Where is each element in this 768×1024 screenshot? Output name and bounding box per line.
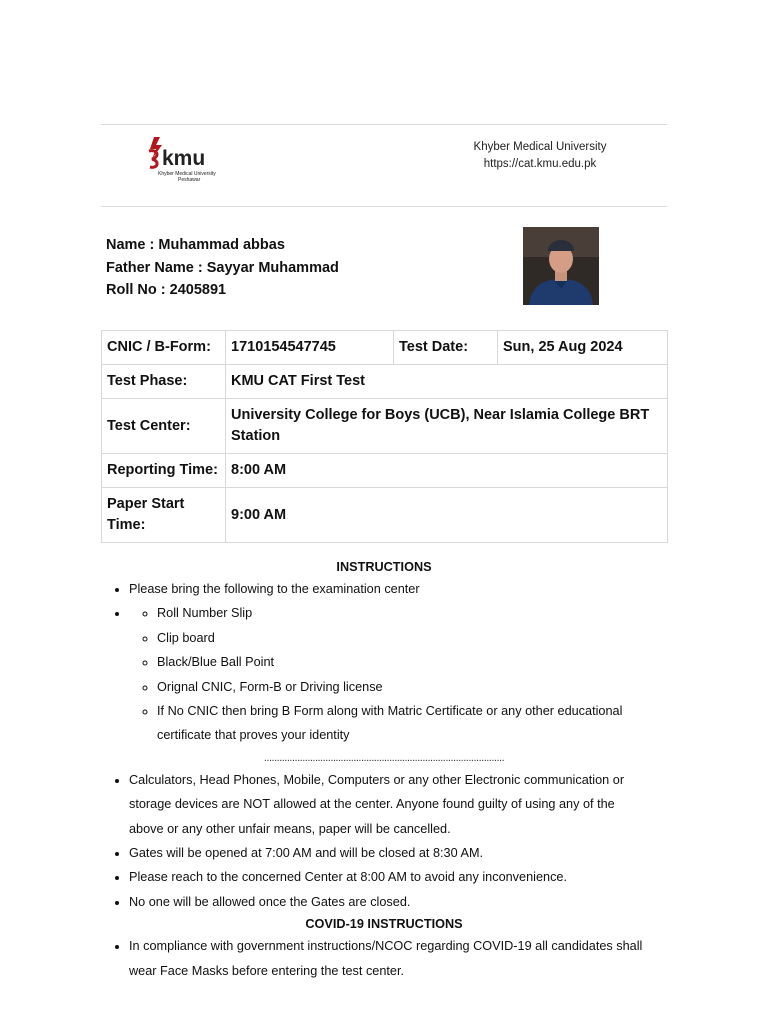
candidate-photo [523, 227, 599, 305]
candidate-name: Name : Muhammad abbas [106, 237, 285, 253]
list-item: • No one will be allowed once the Gates are closed. [129, 890, 647, 914]
paper-start-label: Paper Start Time: [102, 488, 226, 543]
bring-item: ◦ Black/Blue Ball Point [157, 650, 667, 674]
test-phase-label: Test Phase: [102, 365, 226, 399]
instructions-list [101, 577, 667, 748]
candidate-roll-number: Roll No : 2405891 [106, 282, 227, 298]
logo-subtext: Khyber Medical University [158, 171, 216, 177]
instructions-heading: INSTRUCTIONS [336, 560, 432, 574]
table-row [102, 331, 668, 365]
university-url[interactable]: https://cat.kmu.edu.pk [483, 158, 597, 170]
list-item: • Please reach to the concerned Center at 8:00 AM to avoid any inconvenience. [129, 865, 647, 889]
instructions-section [101, 557, 667, 983]
list-item: • Calculators, Head Phones, Mobile, Computers or any other Electronic communication or storage devices are NOT allowed at the center. Anyone found guilty of using any of the above or any other unfair means, paper will be cancelled. [129, 768, 647, 841]
list-item: • In compliance with government instructions/NCOC regarding COVID-19 all candidates shall wear Face Masks before entering the test center. [129, 934, 647, 983]
logo-city: Peshawar [178, 177, 201, 183]
table-row [102, 365, 668, 399]
reporting-time-label: Reporting Time: [102, 454, 226, 488]
top-divider [101, 124, 667, 125]
list-item: • Please bring the following to the examination center [129, 577, 667, 601]
cnic-value: 1710154547745 [226, 331, 394, 365]
separator: .............................................................................................. [263, 751, 505, 764]
bring-item: ◦ Orignal CNIC, Form-B or Driving license [157, 675, 667, 699]
covid-heading: COVID-19 INSTRUCTIONS [305, 917, 463, 932]
logo-wordmark: kmu [162, 147, 206, 170]
bring-item: ◦ If No CNIC then bring B Form along with Matric Certificate or any other educational certificate that proves your identity [157, 699, 667, 748]
paper-start-value: 9:00 AM [226, 488, 668, 543]
candidate-info [106, 234, 339, 302]
test-date-label: Test Date: [394, 331, 498, 365]
kmu-logo [146, 135, 226, 185]
test-center-label: Test Center: [102, 399, 226, 454]
test-center-value: University College for Boys (UCB), Near Islamia College BRT Station [226, 399, 668, 454]
candidate-father-name: Father Name : Sayyar Muhammad [106, 259, 339, 276]
list-item: • Gates will be opened at 7:00 AM and will be closed at 8:30 AM. [129, 841, 647, 865]
test-phase-value: KMU CAT First Test [226, 365, 668, 399]
cnic-label: CNIC / B-Form: [102, 331, 226, 365]
reporting-time-value: 8:00 AM [226, 454, 668, 488]
table-row [102, 399, 668, 454]
university-info [450, 139, 630, 173]
covid-list [101, 934, 667, 983]
bring-item: ◦ • Roll Number Slip [157, 601, 667, 625]
table-row [102, 454, 668, 488]
bring-item: ◦ Clip board [157, 626, 667, 650]
list-item [129, 601, 667, 747]
rules-list [101, 768, 667, 914]
exam-details-table [101, 330, 668, 543]
university-name: Khyber Medical University [473, 141, 607, 153]
test-date-value: Sun, 25 Aug 2024 [498, 331, 668, 365]
header-divider [101, 206, 667, 207]
table-row [102, 488, 668, 543]
bring-items-list [129, 601, 667, 747]
